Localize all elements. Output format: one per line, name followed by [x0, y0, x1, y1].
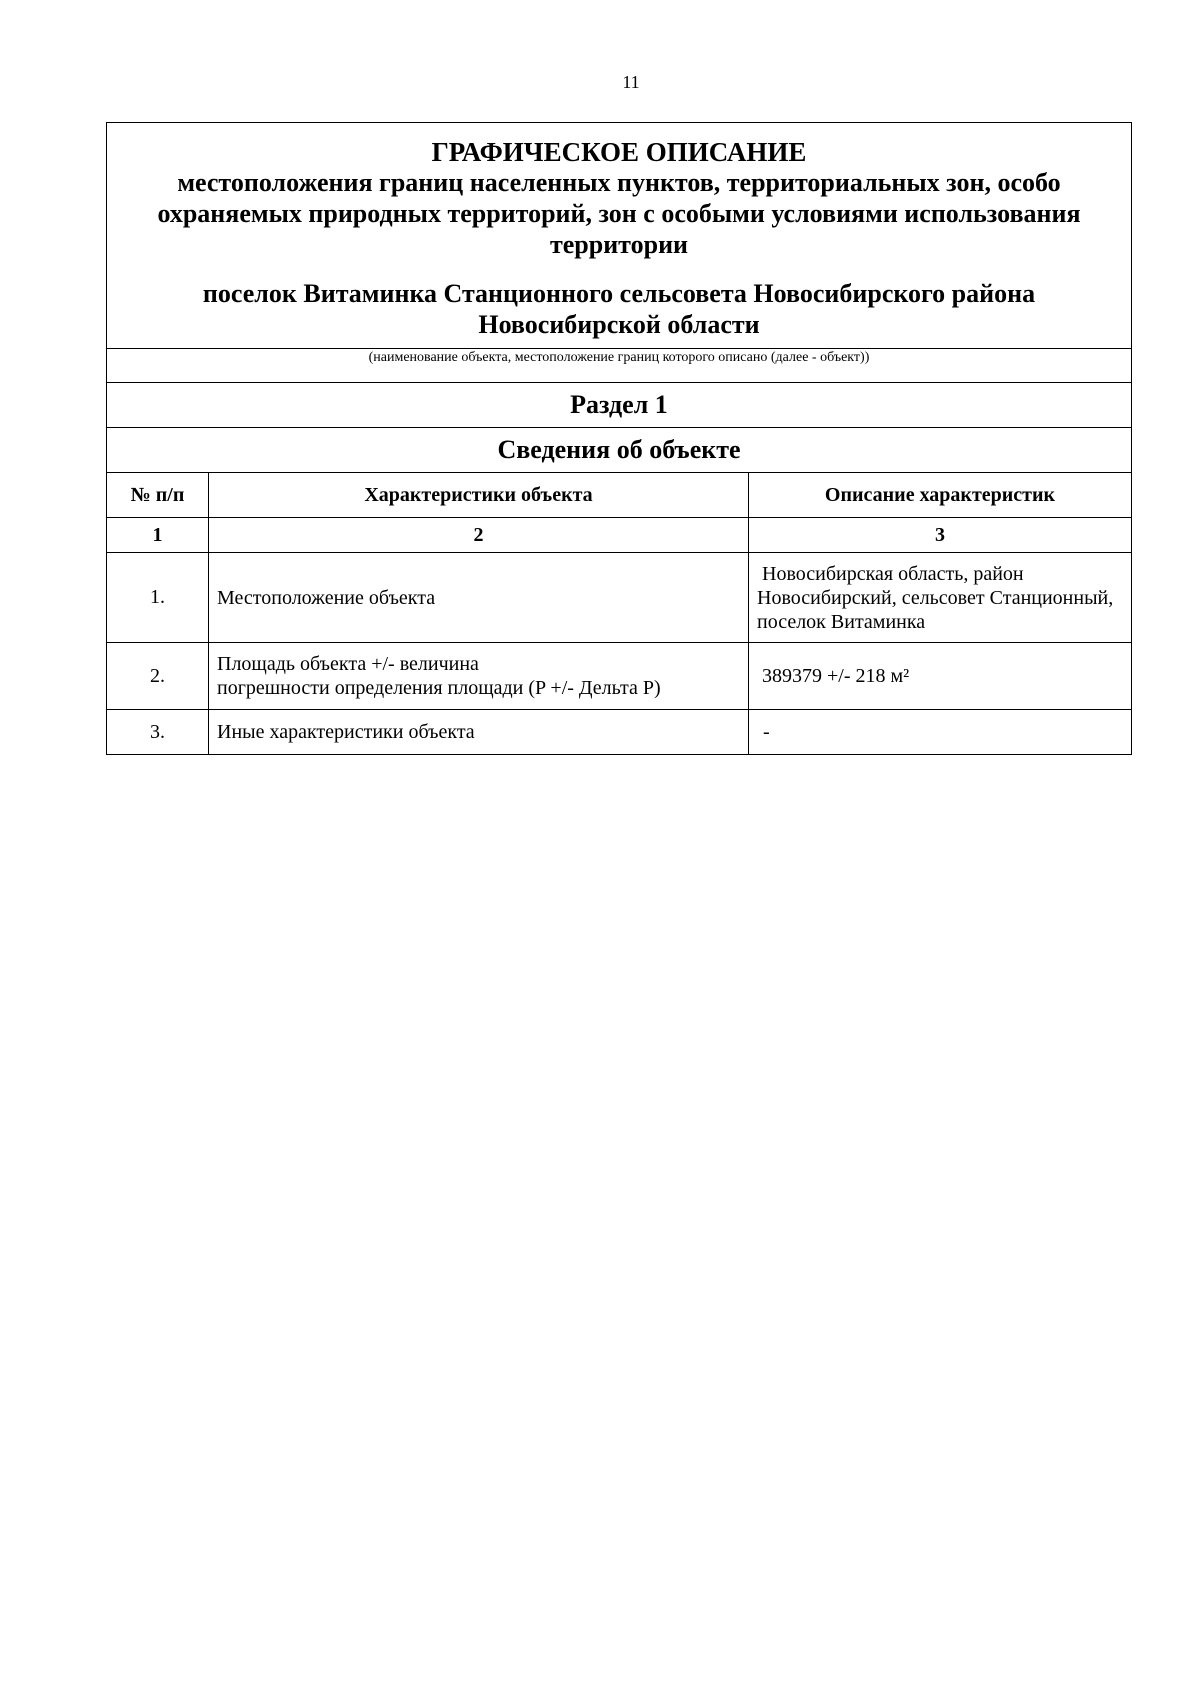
object-info-table: [107, 473, 1131, 754]
header-description: Описание характеристик: [749, 473, 1132, 518]
row-number: 1.: [107, 553, 209, 643]
section-number: Раздел 1: [107, 383, 1131, 428]
table-header-row: [107, 473, 1131, 518]
characteristic-line: Местоположение объекта: [217, 586, 436, 609]
object-caption: (наименование объекта, местоположение границ которого описано (далее - объект)): [107, 349, 1131, 383]
row-characteristic: [209, 710, 749, 755]
subtitle-line: охраняемых природных территорий, зон с особыми условиями использования: [157, 199, 1081, 228]
row-description: [749, 643, 1132, 710]
characteristic-line: Площадь объекта +/- величина: [217, 653, 479, 675]
description-line: 389379 +/- 218 м²: [757, 665, 910, 687]
column-index: 1: [107, 518, 209, 553]
description-line: поселок Витаминка: [757, 610, 926, 633]
graphic-description-form: [106, 122, 1132, 755]
row-description: [749, 553, 1132, 643]
section-title: Сведения об объекте: [107, 428, 1131, 473]
object-name: [117, 278, 1121, 340]
object-name-line: поселок Витаминка Станционного сельсовета Новосибирского района: [202, 279, 1036, 308]
subtitle-line: местоположения границ населенных пунктов, территориальных зон, особо: [177, 168, 1061, 197]
object-name-line: Новосибирской области: [478, 310, 760, 339]
column-index: 2: [209, 518, 749, 553]
document-subtitle: [117, 167, 1121, 260]
header-number: № п/п: [107, 473, 209, 518]
form-header: [107, 123, 1131, 349]
column-index: 3: [749, 518, 1132, 553]
description-line: -: [763, 721, 770, 743]
row-characteristic: [209, 553, 749, 643]
description-line: Новосибирский, сельсовет Станционный,: [757, 586, 1114, 609]
table-row: [107, 710, 1131, 755]
row-characteristic: [209, 643, 749, 710]
characteristic-line: погрешности определения площади (P +/- Дельта P): [217, 677, 661, 699]
description-line: Новосибирская область, район: [757, 562, 1024, 585]
document-title: ГРАФИЧЕСКОЕ ОПИСАНИЕ: [431, 137, 807, 167]
row-number: 3.: [107, 710, 209, 755]
row-description: [749, 710, 1132, 755]
column-index-row: [107, 518, 1131, 553]
table-row: [107, 553, 1131, 643]
page-number: 11: [622, 72, 640, 92]
header-characteristics: Характеристики объекта: [209, 473, 749, 518]
characteristic-line: Иные характеристики объекта: [217, 721, 475, 743]
table-row: [107, 643, 1131, 710]
subtitle-line: территории: [549, 230, 689, 259]
row-number: 2.: [107, 643, 209, 710]
